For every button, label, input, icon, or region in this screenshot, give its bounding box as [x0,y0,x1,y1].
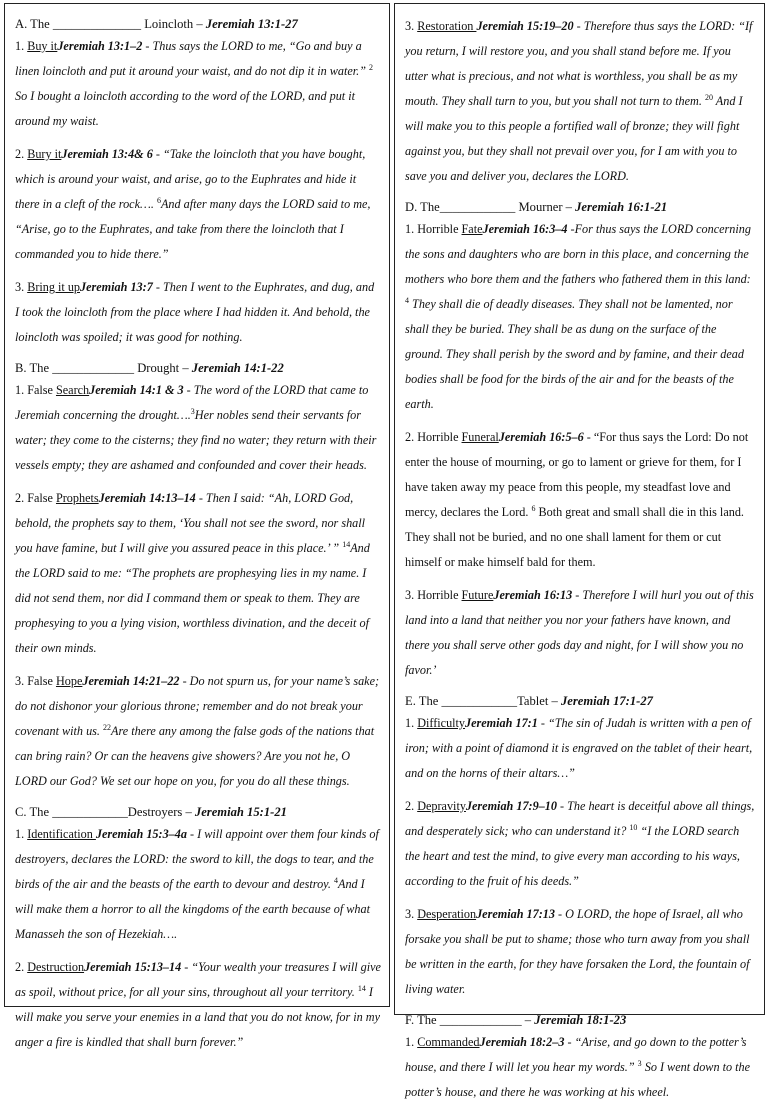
point-keyword: Commanded [417,1035,480,1049]
fill-blank: _____________ [52,361,135,375]
scripture-ref: Jeremiah 17:1-27 [560,694,653,708]
scripture-ref: Jeremiah 13:1–2 [57,39,143,53]
verse-text: - “For thus says the Lord: Do not enter the house of mourning, or go to lament or grieve for them, for I have taken away my peace from this people, my steadfast love and mercy, declares the Lord. [405,430,749,519]
point-number: 2. False [15,491,56,505]
scripture-ref: Jeremiah 15:13–14 [84,960,182,974]
verse-text: “I the LORD search the heart and test the mind, to give every man according to his ways, according to the fruit of his deeds.” [405,824,740,888]
verse-text: - Thus says the LORD to me, “Go and buy a linen loincloth and put it around your waist, and do not dip it in water.” [15,39,370,78]
verse-text: - Therefore thus says the LORD: “If you return, I will restore you, and you shall stand before me. If you utter what is precious, and not what is worthless, you shall be as my mouth. They shall turn to you, but you shall not turn to them. [405,19,753,108]
point-number: 2. [15,147,28,161]
point-paragraph [15,275,381,350]
point-paragraph [15,955,381,1055]
point-number: 2. Horrible [405,430,462,444]
verse-text: - I will appoint over them four kinds of destroyers, declares the LORD: the sword to kill, the dogs to tear, and the birds of the air and the beasts of the earth to devour and destroy. [15,827,379,891]
point-number: 2. [405,799,418,813]
verse-number: 6 [156,195,161,205]
section-letter: E. The [405,694,442,708]
verse-number: 3 [637,1058,642,1068]
point-keyword: Desperation [417,907,477,921]
section-heading [15,14,381,34]
verse-text: - The word of the LORD that came to Jeremiah concerning the drought…. [15,383,369,422]
verse-number: 20 [704,92,713,102]
scripture-ref: Jeremiah 14:21–22 [82,674,180,688]
verse-text: - O LORD, the hope of Israel, all who forsake you shall be put to shame; those who turn away from you shall be written in the earth, for they have forsaken the Lord, the fountain of living water. [405,907,750,996]
section-title: Loincloth – [141,17,206,31]
point-keyword: Buy it [27,39,58,53]
point-keyword: Destruction [27,960,85,974]
point-number: 1. [405,716,418,730]
point-keyword: Depravity [417,799,466,813]
verse-number: 2 [369,62,374,72]
verse-text: - Therefore I will hurl you out of this land into a land that neither you nor your fathers have known, and there you shall serve other gods day and night, for I will show you no favor.’ [405,588,754,677]
verse-text: And I will make them a horror to all the kingdoms of the earth because of what Manasseh the son of Hezekiah…. [15,877,370,941]
scripture-ref: Jeremiah 13:1-27 [205,17,298,31]
verse-text: They shall die of deadly diseases. They shall not be lamented, nor shall they be buried. They shall be as dung on the surface of the ground. They shall perish by the sword and by famine, and their dead bodies shall be food for the birds of the air and for the beasts of the earth. [405,297,744,411]
point-paragraph [405,425,756,575]
verse-text: So I bought a loincloth according to the word of the LORD, and put it around my waist. [15,89,355,128]
point-paragraph [15,34,381,134]
verse-text: Both great and small shall die in this land. They shall not be buried, and no one shall lament for them or cut himself or make himself bald for them. [405,505,744,569]
verse-number: 4 [405,295,409,305]
verse-text: And after many days the LORD said to me, “Arise, go to the Euphrates, and take from there the loincloth that I commanded you to hide there.” [15,197,371,261]
fill-blank: ____________ [52,805,128,819]
scripture-ref: Jeremiah 13:4& 6 [61,147,153,161]
section-heading [15,802,381,822]
scripture-ref: Jeremiah 14:13–14 [98,491,196,505]
point-keyword: Fate [461,222,483,236]
point-number: 1. [15,827,28,841]
scripture-ref: Jeremiah 16:5–6 [498,430,584,444]
verse-text: - Then I said: “Ah, LORD God, behold, the prophets say to them, ‘You shall not see the sword, nor shall you have famine, but I will give you assured peace in this place.’ ” [15,491,366,555]
point-paragraph [405,14,756,189]
point-keyword: Bury it [27,147,62,161]
section-letter: C. The [15,805,53,819]
fill-blank: ____________ [441,694,518,708]
verse-text: Are there any among the false gods of the nations that can bring rain? Or can the heavens give showers? Are you not he, O LORD our God? We set our hope on you, for you do all these things. [15,724,375,788]
point-keyword: Prophets [55,491,99,505]
section-title: Tablet – [517,694,561,708]
point-paragraph [405,711,756,786]
point-paragraph [405,583,756,683]
section-letter: B. The [15,361,53,375]
point-number: 3. [15,280,28,294]
scripture-ref: Jeremiah 17:1 [465,716,538,730]
scripture-ref: Jeremiah 17:13 [476,907,555,921]
fill-blank: ____________ [439,200,516,214]
verse-text: Her nobles send their servants for water; they come to the cisterns; they find no water; they return with their vessels empty; they are ashamed and confounded and cover their heads. [15,408,377,472]
verse-number: 3 [190,406,195,416]
point-keyword: Future [461,588,494,602]
section-title: – [521,1013,535,1027]
point-number: 3. [405,907,418,921]
scripture-ref: Jeremiah 18:1-23 [534,1013,627,1027]
point-paragraph [405,794,756,894]
point-keyword: Bring it up [27,280,81,294]
section-heading [405,1010,756,1030]
point-paragraph [15,378,381,478]
point-keyword: Funeral [461,430,499,444]
point-paragraph [405,217,756,417]
verse-text: -For thus says the LORD concerning the sons and daughters who are born in this place, and concerning the mothers who bore them and the fathers who fathered them in this land: [405,222,751,286]
point-paragraph [15,822,381,947]
point-keyword: Search [55,383,90,397]
verse-text: And the LORD said to me: “The prophets are prophesying lies in my name. I did not send them, nor did I command them or speak to them. They are prophesying to you a lying vision, worthless divination, and the deceit of their own minds. [15,541,370,655]
point-paragraph [15,142,381,267]
verse-text: - “Your wealth your treasures I will give as spoil, without price, for all your sins, throughout all your territory. [15,960,381,999]
verse-text: - “Arise, and go down to the potter’s house, and there I will let you hear my words.” [405,1035,747,1074]
verse-text: - “Take the loincloth that you have bought, which is around your waist, and arise, go to the Euphrates and hide it there in a cleft of the rock…. [15,147,366,211]
verse-text: - The heart is deceitful above all things, and desperately sick; who can understand it? [405,799,755,838]
section-heading [15,358,381,378]
point-number: 1. [15,39,28,53]
verse-text: - Do not spurn us, for your name’s sake; do not dishonor your glorious throne; remember and do not break your covenant with us. [15,674,380,738]
scripture-ref: Jeremiah 14:1-22 [191,361,284,375]
point-paragraph [15,669,381,794]
scripture-ref: Jeremiah 16:13 [493,588,573,602]
section-title: Drought – [134,361,192,375]
verse-number: 14 [342,539,351,549]
verse-number: 6 [531,503,536,513]
point-number: 1. Horrible [405,222,462,236]
verse-number: 22 [103,722,112,732]
section-letter: D. The [405,200,440,214]
point-number: 3. Horrible [405,588,462,602]
point-number: 1. [405,1035,418,1049]
section-title: Destroyers – [127,805,195,819]
point-number: 1. False [15,383,56,397]
right-column [394,3,765,1099]
fill-blank: ______________ [52,17,142,31]
point-keyword: Difficulty [417,716,466,730]
point-paragraph [15,486,381,661]
scripture-ref: Jeremiah 16:1-21 [575,200,668,214]
scripture-ref: Jeremiah 18:2–3 [479,1035,565,1049]
verse-text: - Then I went to the Euphrates, and dug, and I took the loincloth from the place where I had hidden it. And behold, the loincloth was spoiled; it was good for nothing. [15,280,375,344]
section-title: Mourner – [515,200,576,214]
point-keyword: Restoration [417,19,477,33]
scripture-ref: Jeremiah 13:7 [80,280,153,294]
point-paragraph [405,1030,756,1105]
point-number: 3. False [15,674,56,688]
verse-number: 10 [629,822,638,832]
verse-text: So I went down to the potter’s house, and there he was working at his wheel. [405,1060,750,1099]
fill-blank: _____________ [439,1013,522,1027]
left-column [4,3,390,1049]
point-paragraph [405,902,756,1002]
section-letter: A. The [15,17,53,31]
verse-text: I will make you serve your enemies in a land that you do not know, for in my anger a fire is kindled that shall burn forever.” [15,985,380,1049]
scripture-ref: Jeremiah 15:1-21 [194,805,287,819]
scripture-ref: Jeremiah 14:1 & 3 [89,383,184,397]
point-number: 3. [405,19,418,33]
point-number: 2. [15,960,28,974]
verse-text: - “The sin of Judah is written with a pen of iron; with a point of diamond it is engraved on the tablet of their heart, and on the horns of their altars…” [405,716,753,780]
section-heading [405,197,756,217]
section-letter: F. The [405,1013,440,1027]
scripture-ref: Jeremiah 15:3–4a [95,827,187,841]
verse-text: And I will make you to this people a fortified wall of bronze; they will fight against you, but they shall not prevail over you, for I am with you to save you and deliver you, declares the LORD. [405,94,743,183]
verse-number: 4 [334,875,338,885]
point-keyword: Identification [27,827,96,841]
section-heading [405,691,756,711]
point-keyword: Hope [55,674,83,688]
verse-number: 14 [357,983,366,993]
scripture-ref: Jeremiah 17:9–10 [465,799,557,813]
scripture-ref: Jeremiah 16:3–4 [482,222,568,236]
scripture-ref: Jeremiah 15:19–20 [476,19,574,33]
